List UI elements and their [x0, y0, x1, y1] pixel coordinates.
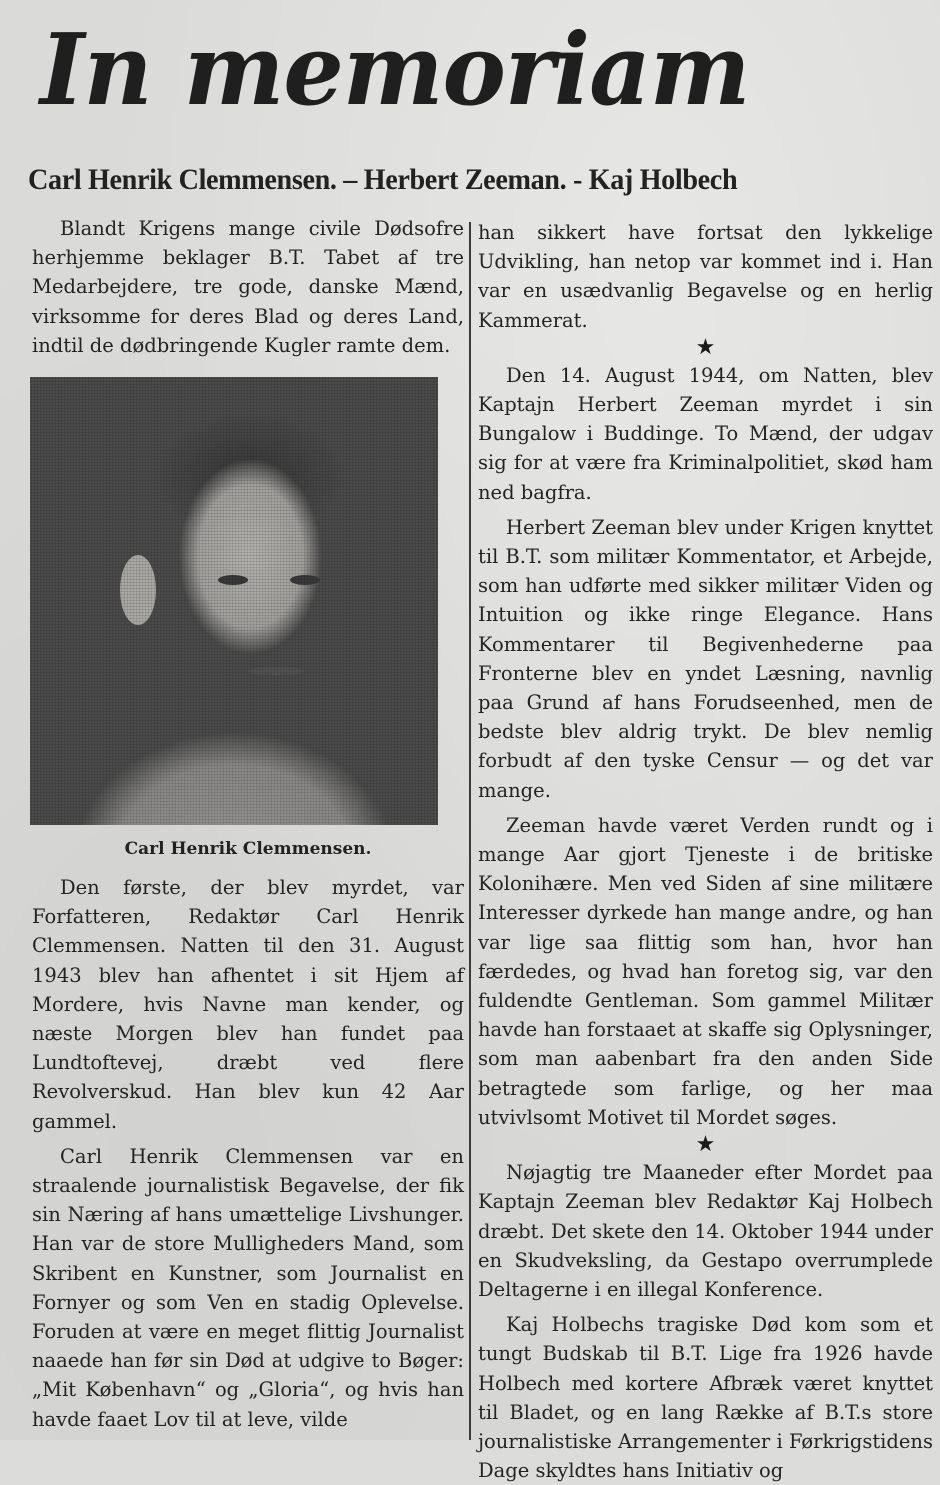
clemmensen-continuation: han sikkert have fortsat den lykkelige Udvikling, han netop var kommet ind i. Han var en usædvanlig Begavelse og en herlig Kammerat.: [478, 221, 933, 332]
photo-caption: Carl Henrik Clemmensen.: [124, 839, 372, 860]
zeeman-paragraph-1: Den 14. August 1944, om Natten, blev Kaptajn Herbert Zeeman myrdet i sin Bungalow i Buddinge. To Mænd, der udgav sig for at være fra Kriminalpolitiet, skød ham ned bagfra.: [478, 363, 933, 504]
left-column: [32, 214, 464, 1434]
headline: In memoriam: [40, 13, 750, 128]
halftone-overlay: [30, 377, 438, 825]
star-separator-icon: ★: [695, 334, 716, 360]
zeeman-paragraph-2: Herbert Zeeman blev under Krigen knyttet til B.T. som militær Kommentator, et Arbejde, som han udførte med sikker militær Viden og Intuition og ikke ringe Elegance. Hans Kommentarer til Begivenhederne paa Fronterne blev en yndet Læsning, navnlig paa Grund af hans Forudseenhed, men de bedste blev aldrig trykt. De blev nemlig forbudt af den tyske Censur — og det var mange.: [478, 515, 933, 802]
zeeman-paragraph-3: Zeeman havde været Verden rundt og i mange Aar gjort Tjeneste i de britiske Kolonihære. Men ved Siden af sine militære Interesser dyrkede han mange andre, og han var lige saa flittig som han, hvor han færdedes, og hvad han foretog sig, var den fuldendte Gentleman. Som gammel Militær havde han forstaaet at skaffe sig Oplysninger, som man aabenbart fra den anden Side betragtede som farlige, og her maa utvivlsomt Motivet til Mordet søges.: [478, 813, 933, 1129]
portrait-photo: [30, 377, 438, 825]
holbech-paragraph-1: Nøjagtig tre Maaneder efter Mordet paa Kaptajn Zeeman blev Redaktør Kaj Holbech dræbt. Det skete den 14. Oktober 1944 under en Skudveksling, da Gestapo overrumplede Deltagerne i en illegal Konference.: [478, 1161, 933, 1301]
star-separator-icon: ★: [695, 1132, 716, 1158]
column-divider: [469, 222, 471, 1440]
holbech-paragraph-2: Kaj Holbechs tragiske Død kom som et tungt Budskab til B.T. Lige fra 1926 havde Holbech med kortere Afbræk været knyttet til Bladet, og en lang Række af B.T.s store journalistiske Arrangementer i Førkrigstidens Dage skyldtes hans Initiativ og: [478, 1313, 933, 1483]
clemmensen-paragraph-1: Den første, der blev myrdet, var Forfatteren, Redaktør Carl Henrik Clemmensen. Natten til den 31. August 1943 blev han afhentet i sit Hjem af Mordere, hvis Navne man kender, og næste Morgen blev han fundet paa Lundtoftevej, dræbt ved flere Revolverskud. Han blev kun 42 Aar gammel.: [32, 876, 464, 1133]
clemmensen-paragraph-2: Carl Henrik Clemmensen var en straalende journalistisk Begavelse, der fik sin Næring af hans umættelige Livshunger. Han var de store Mulligheders Mand, som Skribent en Kunstner, som Journalist en Fornyer og som Ven en stadig Oplevelse. Foruden at være en meget flittig Journalist naaede han før sin Død at udgive to Bøger: „Mit København“ og „Gloria“, og hvis han havde faaet Lov til at leve, vilde: [32, 1144, 464, 1431]
intro-paragraph: Blandt Krigens mange civile Dødsofre herhjemme beklager B.T. Tabet af tre Medarbejdere, tre gode, danske Mænd, virksomme for deres Blad og deres Land, indtil de dødbringende Kugler ramte dem.: [32, 217, 464, 357]
subheadline-names: Carl Henrik Clemmensen. – Herbert Zeeman. - Kaj Holbech: [28, 163, 738, 196]
right-column: [478, 218, 933, 1485]
